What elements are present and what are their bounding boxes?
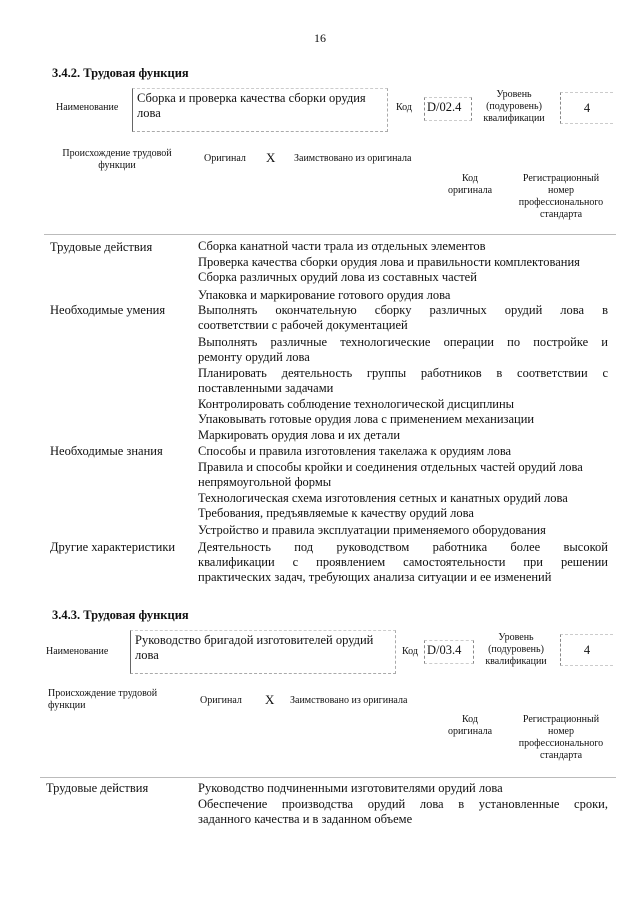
knowledge-item: Требования, предъявляемые к качеству орудий лова (198, 506, 474, 520)
skill-item: ремонту орудий лова (198, 350, 310, 364)
knowledge-item: Способы и правила изготовления такелажа к орудиям лова (198, 444, 512, 458)
level-label-342: Уровень (подуровень) квалификации (483, 89, 545, 124)
other-item: квалификации с проявлением самостоятельности при решении (198, 555, 608, 569)
level-label-343: Уровень (подуровень) квалификации (485, 632, 547, 667)
origin-code-label-342: Код оригинала (447, 173, 493, 196)
original-mark-342: X (266, 150, 276, 165)
skill-item: Маркировать орудия лова и их детали (198, 428, 401, 442)
borrowed-label-343: Заимствовано из оригинала (290, 695, 408, 706)
name-label-342: Наименование (56, 102, 119, 113)
other-characteristics-label: Другие характеристики (50, 540, 176, 554)
skill-item: Контролировать соблюдение технологической дисциплины (198, 397, 515, 411)
skill-item: поставленными задачами (198, 381, 334, 395)
origin-label-343: Происхождение трудовой функции (48, 688, 158, 711)
knowledge-item: Правила и способы кройки и соединения отдельных частей орудий лова (198, 460, 583, 474)
code-label-343: Код (402, 646, 418, 657)
labor-action-item: Упаковка и маркирование готового орудия лова (198, 288, 451, 302)
original-label-343: Оригинал (200, 695, 242, 706)
code-value-342: D/02.4 (424, 97, 472, 121)
section-title-343: 3.4.3. Трудовая функция (52, 608, 189, 622)
level-value-342: 4 (560, 92, 613, 124)
origin-code-label-343: Код оригинала (447, 714, 493, 737)
knowledge-item: непрямоугольной формы (198, 475, 332, 489)
original-mark-343: X (265, 692, 275, 707)
section-title-342: 3.4.2. Трудовая функция (52, 66, 189, 80)
table-divider (44, 234, 616, 235)
table-divider (40, 777, 616, 778)
name-value-342: Сборка и проверка качества сборки орудия лова (132, 88, 388, 132)
knowledge-label: Необходимые знания (50, 444, 163, 458)
skill-item: соответствии с рабочей документацией (198, 318, 408, 332)
labor-action-item: Обеспечение производства орудий лова в установленные сроки, (198, 797, 608, 811)
skill-item: Выполнять окончательную сборку различных орудий лова в (198, 303, 608, 317)
labor-actions-label: Трудовые действия (50, 240, 153, 254)
labor-action-item: заданного качества и в заданном объеме (198, 812, 413, 826)
reg-number-label-343: Регистрационный номер профессионального стандарта (518, 714, 604, 761)
skill-item: Выполнять различные технологические операции по постройке и (198, 335, 608, 349)
labor-action-item: Руководство подчиненными изготовителями орудий лова (198, 781, 503, 795)
other-item: Деятельность под руководством работника более высокой (198, 540, 608, 554)
skill-item: Упаковывать готовые орудия лова с применением механизации (198, 412, 535, 426)
other-item: практических задач, требующих анализа ситуации и ее изменений (198, 570, 552, 584)
origin-label-342: Происхождение трудовой функции (62, 148, 172, 171)
page-number: 16 (314, 31, 326, 45)
knowledge-item: Технологическая схема изготовления сетных и канатных орудий лова (198, 491, 568, 505)
labor-action-item: Проверка качества сборки орудия лова и правильности комплектования (198, 255, 580, 269)
labor-action-item: Сборка различных орудий лова из составных частей (198, 270, 477, 284)
skill-item: Планировать деятельность группы работников в соответствии с (198, 366, 608, 380)
level-value-343: 4 (560, 634, 613, 666)
knowledge-item: Устройство и правила эксплуатации применяемого оборудования (198, 523, 546, 537)
borrowed-label-342: Заимствовано из оригинала (294, 153, 412, 164)
labor-action-item: Сборка канатной части трала из отдельных элементов (198, 239, 486, 253)
code-label-342: Код (396, 102, 412, 113)
original-label-342: Оригинал (204, 153, 246, 164)
labor-actions-label-2: Трудовые действия (46, 781, 149, 795)
name-label-343: Наименование (46, 646, 109, 657)
name-value-343: Руководство бригадой изготовителей орудий лова (130, 630, 396, 674)
skills-label: Необходимые умения (50, 303, 166, 317)
reg-number-label-342: Регистрационный номер профессионального стандарта (518, 173, 604, 220)
code-value-343: D/03.4 (424, 640, 474, 664)
